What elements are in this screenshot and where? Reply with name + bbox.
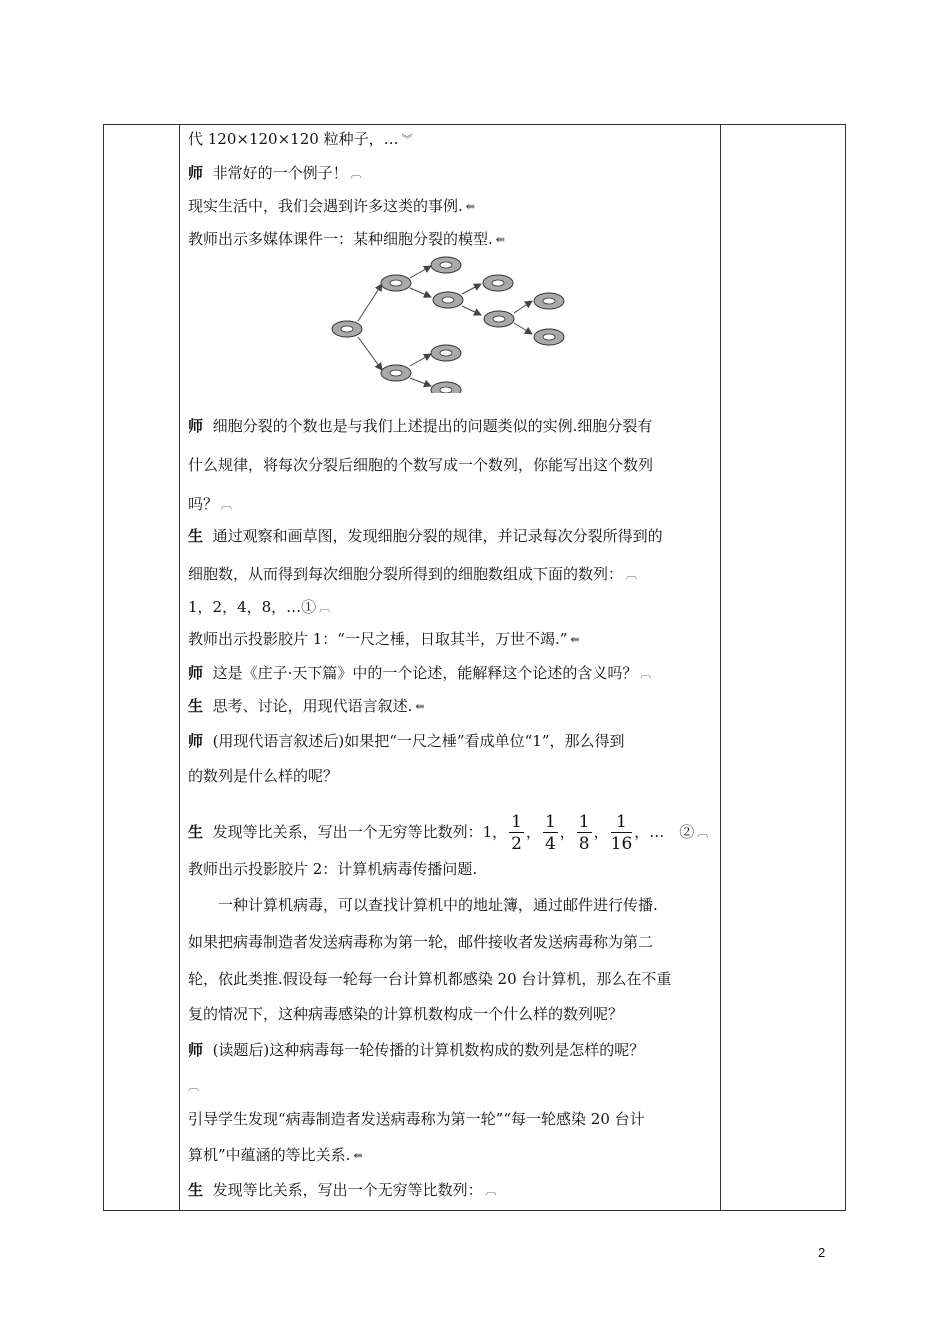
edit-mark: ︹ xyxy=(350,167,362,180)
speaker-label: 生 xyxy=(188,1181,204,1199)
text-line: 如果把病毒制造者发送病毒称为第一轮，邮件接收者发送病毒称为第二 xyxy=(188,933,654,951)
text-line: 师 非常好的一个例子！ ︹ xyxy=(188,164,362,182)
paragraph-mark: ⇚ xyxy=(415,700,425,713)
speaker-label: 师 xyxy=(188,164,204,182)
text-line: 师 (用现代语言叙述后)如果把“一尺之棰”看成单位“1”，那么得到 xyxy=(188,732,625,750)
edit-mark: ︹ xyxy=(485,1184,497,1197)
cell-nuclei xyxy=(341,262,555,393)
text-line: 一种计算机病毒，可以查找计算机中的地址簿，通过邮件进行传播. xyxy=(218,896,658,914)
text-line: 算机”中蕴涵的等比关系. ⇚ xyxy=(188,1146,363,1164)
text-line: 生 通过观察和画草图，发现细胞分裂的规律，并记录每次分裂所得到的 xyxy=(188,527,663,545)
text-line: 师 (读题后)这种病毒每一轮传播的计算机数构成的数列是怎样的呢？ xyxy=(188,1041,645,1059)
speaker-label: 师 xyxy=(188,664,204,682)
column-divider-right xyxy=(720,124,721,1211)
text-line xyxy=(188,1076,199,1097)
speaker-label: 生 xyxy=(188,527,204,545)
cell-division-diagram xyxy=(328,253,576,393)
fraction: $\frac{1}{2}$ xyxy=(511,811,522,854)
page-number: 2 xyxy=(818,1245,826,1260)
text-line: 生 发现等比关系，写出一个无穷等比数列：1， $\frac{1}{2}$ ， $\frac{1}{4}$ ， $\frac{1}{8}$ ， $\frac{1}{16}$ ，… ② ︹ xyxy=(188,811,709,854)
text-line: 的数列是什么样的呢？ xyxy=(188,767,339,785)
edit-mark: ︹ xyxy=(640,667,652,680)
text-line: 代 120×120×120 粒种子，… ︾ xyxy=(188,130,413,148)
edit-mark: ︹ xyxy=(626,568,638,581)
edit-mark: ︹ xyxy=(188,1080,199,1093)
edit-mark: ︹ xyxy=(221,498,233,511)
edit-mark: ︹ xyxy=(697,826,709,839)
speaker-label: 师 xyxy=(188,417,204,435)
speaker-label: 师 xyxy=(188,1041,204,1059)
cells xyxy=(332,257,564,393)
fraction: $\frac{1}{8}$ xyxy=(578,811,590,854)
text-line: 师 细胞分裂的个数也是与我们上述提出的问题类似的实例.细胞分裂有 xyxy=(188,417,653,435)
text-line: 师 这是《庄子·天下篇》中的一个论述，能解释这个论述的含义吗？ ︹ xyxy=(188,664,652,682)
text-line: 轮，依此类推.假设每一轮每一台计算机都感染 20 台计算机，那么在不重 xyxy=(188,970,672,988)
column-divider-left xyxy=(179,124,180,1211)
text-line: 细胞数，从而得到每次细胞分裂所得到的细胞数组成下面的数列： ︹ xyxy=(188,565,638,583)
speaker-label: 师 xyxy=(188,732,204,750)
text-line: 生 发现等比关系，写出一个无穷等比数列： ︹ xyxy=(188,1181,497,1199)
text-line: 教师出示多媒体课件一：某种细胞分裂的模型. ⇚ xyxy=(188,230,505,248)
paragraph-mark: ⇚ xyxy=(570,633,580,646)
paragraph-mark: ⇚ xyxy=(353,1149,363,1162)
text-line: 生 思考、讨论，用现代语言叙述. ⇚ xyxy=(188,697,425,715)
text-line: 吗？ ︹ xyxy=(188,495,233,513)
fraction: $\frac{1}{16}$ xyxy=(610,811,633,854)
paragraph-mark: ⇚ xyxy=(495,233,505,246)
speaker-label: 生 xyxy=(188,823,204,841)
edit-mark: ︹ xyxy=(319,601,331,614)
speaker-label: 生 xyxy=(188,697,204,715)
text-line: 引导学生发现“病毒制造者发送病毒称为第一轮”“每一轮感染 20 台计 xyxy=(188,1110,645,1128)
text-line: 现实生活中，我们会遇到许多这类的事例. ⇚ xyxy=(188,197,475,215)
text-line: 教师出示投影胶片 2：计算机病毒传播问题. xyxy=(188,860,478,878)
text-line: 教师出示投影胶片 1：“一尺之棰，日取其半，万世不竭.” ⇚ xyxy=(188,630,580,648)
fraction: $\frac{1}{4}$ xyxy=(544,811,556,854)
text-line: 什么规律，将每次分裂后细胞的个数写成一个数列，你能写出这个数列 xyxy=(188,456,654,474)
text-line: 1，2，4，8，…① ︹ xyxy=(188,598,331,616)
text-line: 复的情况下，这种病毒感染的计算机数构成一个什么样的数列呢？ xyxy=(188,1005,624,1023)
paragraph-mark: ⇚ xyxy=(465,200,475,213)
edit-mark: ︾ xyxy=(401,133,413,146)
